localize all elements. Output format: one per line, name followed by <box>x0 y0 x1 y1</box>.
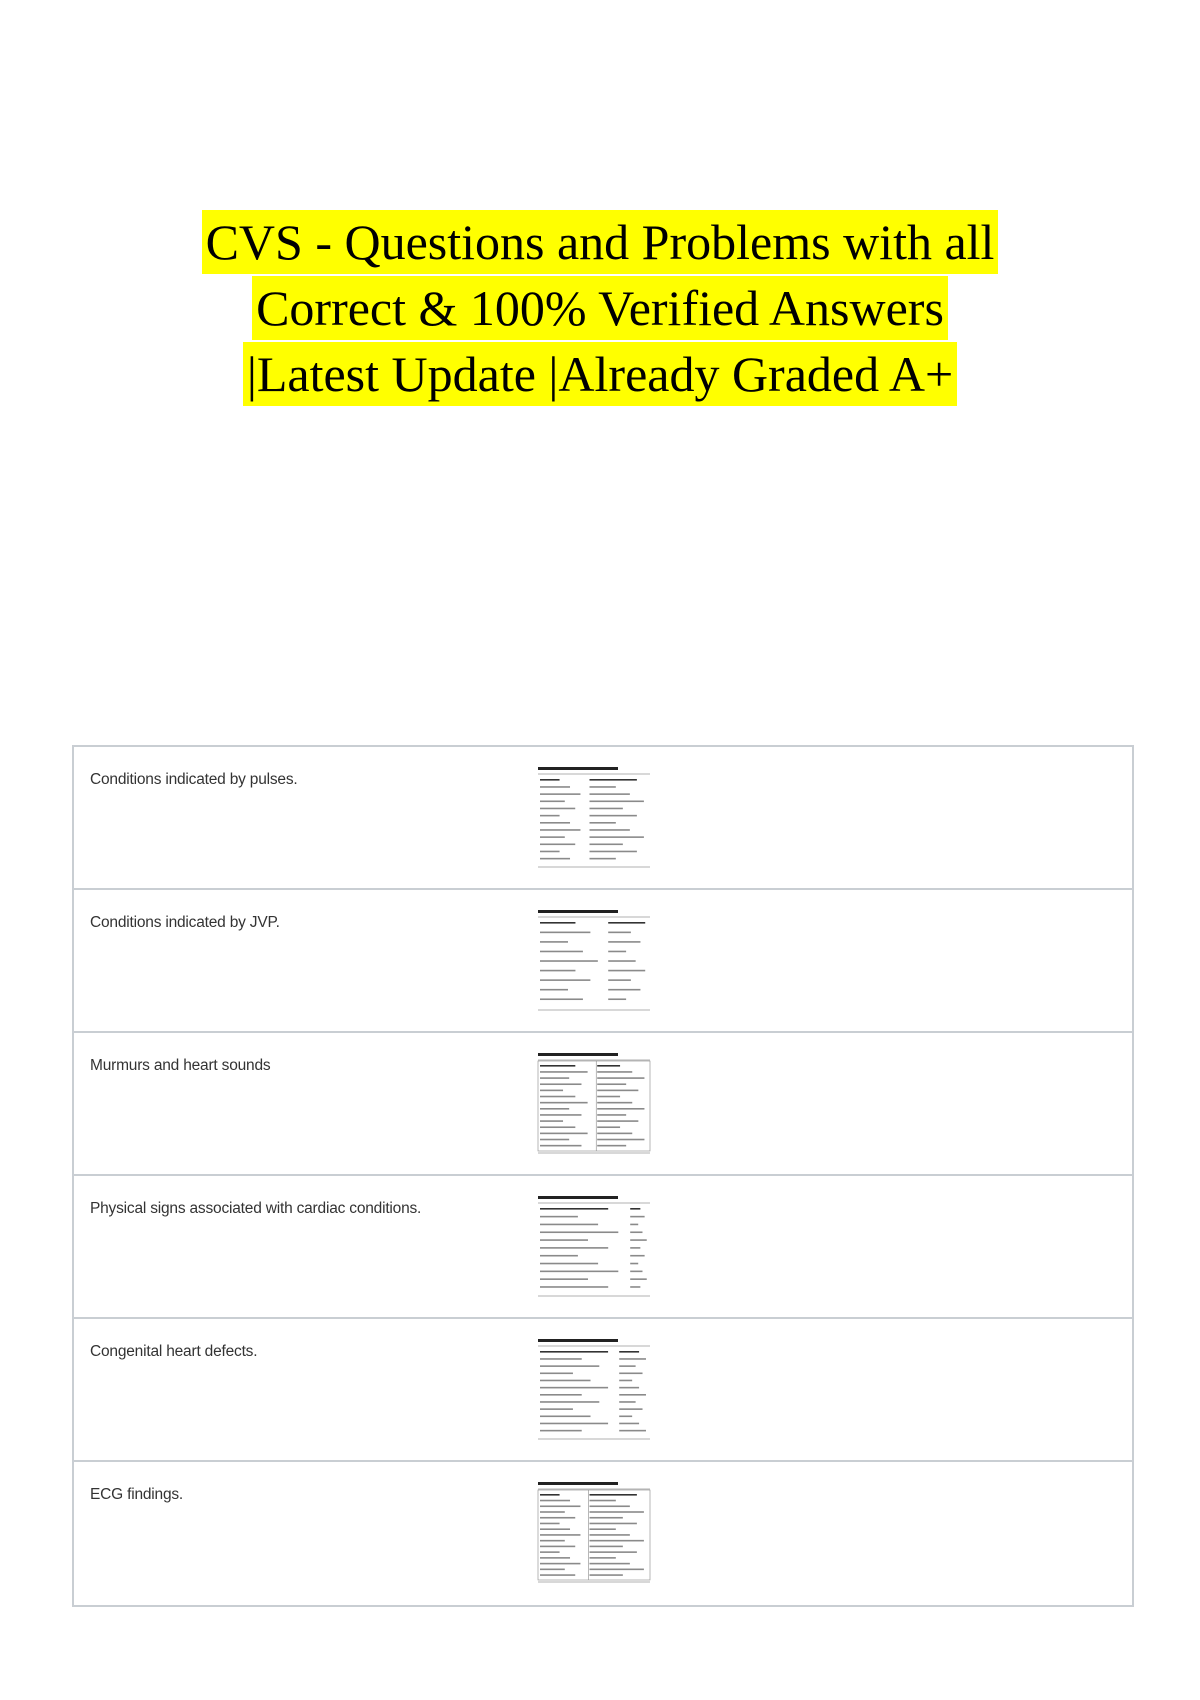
jvp-conditions-table-image <box>534 908 654 1012</box>
flashcard-row <box>74 890 1132 1033</box>
flashcard-question: Conditions indicated by pulses. <box>90 771 298 788</box>
congenital-defects-table-image <box>534 1337 654 1441</box>
flashcard-row <box>74 1462 1132 1605</box>
flashcard-row <box>74 747 1132 890</box>
title-line-2: Correct & 100% Verified Answers <box>252 276 948 340</box>
flashcard-row <box>74 1176 1132 1319</box>
flashcard-question: Physical signs associated with cardiac conditions. <box>90 1200 422 1217</box>
title-line-1: CVS - Questions and Problems with all <box>202 210 999 274</box>
murmurs-table-image <box>534 1051 654 1155</box>
pulse-conditions-table-image <box>534 765 654 869</box>
flashcard-row <box>74 1033 1132 1176</box>
physical-signs-table-image <box>534 1194 654 1298</box>
title-line-3: |Latest Update |Already Graded A+ <box>243 342 957 406</box>
flashcard-table <box>72 745 1134 1607</box>
flashcard-row <box>74 1319 1132 1462</box>
flashcard-question: Congenital heart defects. <box>90 1343 258 1360</box>
flashcard-question: ECG findings. <box>90 1486 184 1503</box>
ecg-findings-table-image <box>534 1480 654 1584</box>
flashcard-question: Murmurs and heart sounds <box>90 1057 271 1074</box>
document-title <box>0 210 1200 408</box>
flashcard-question: Conditions indicated by JVP. <box>90 914 280 931</box>
